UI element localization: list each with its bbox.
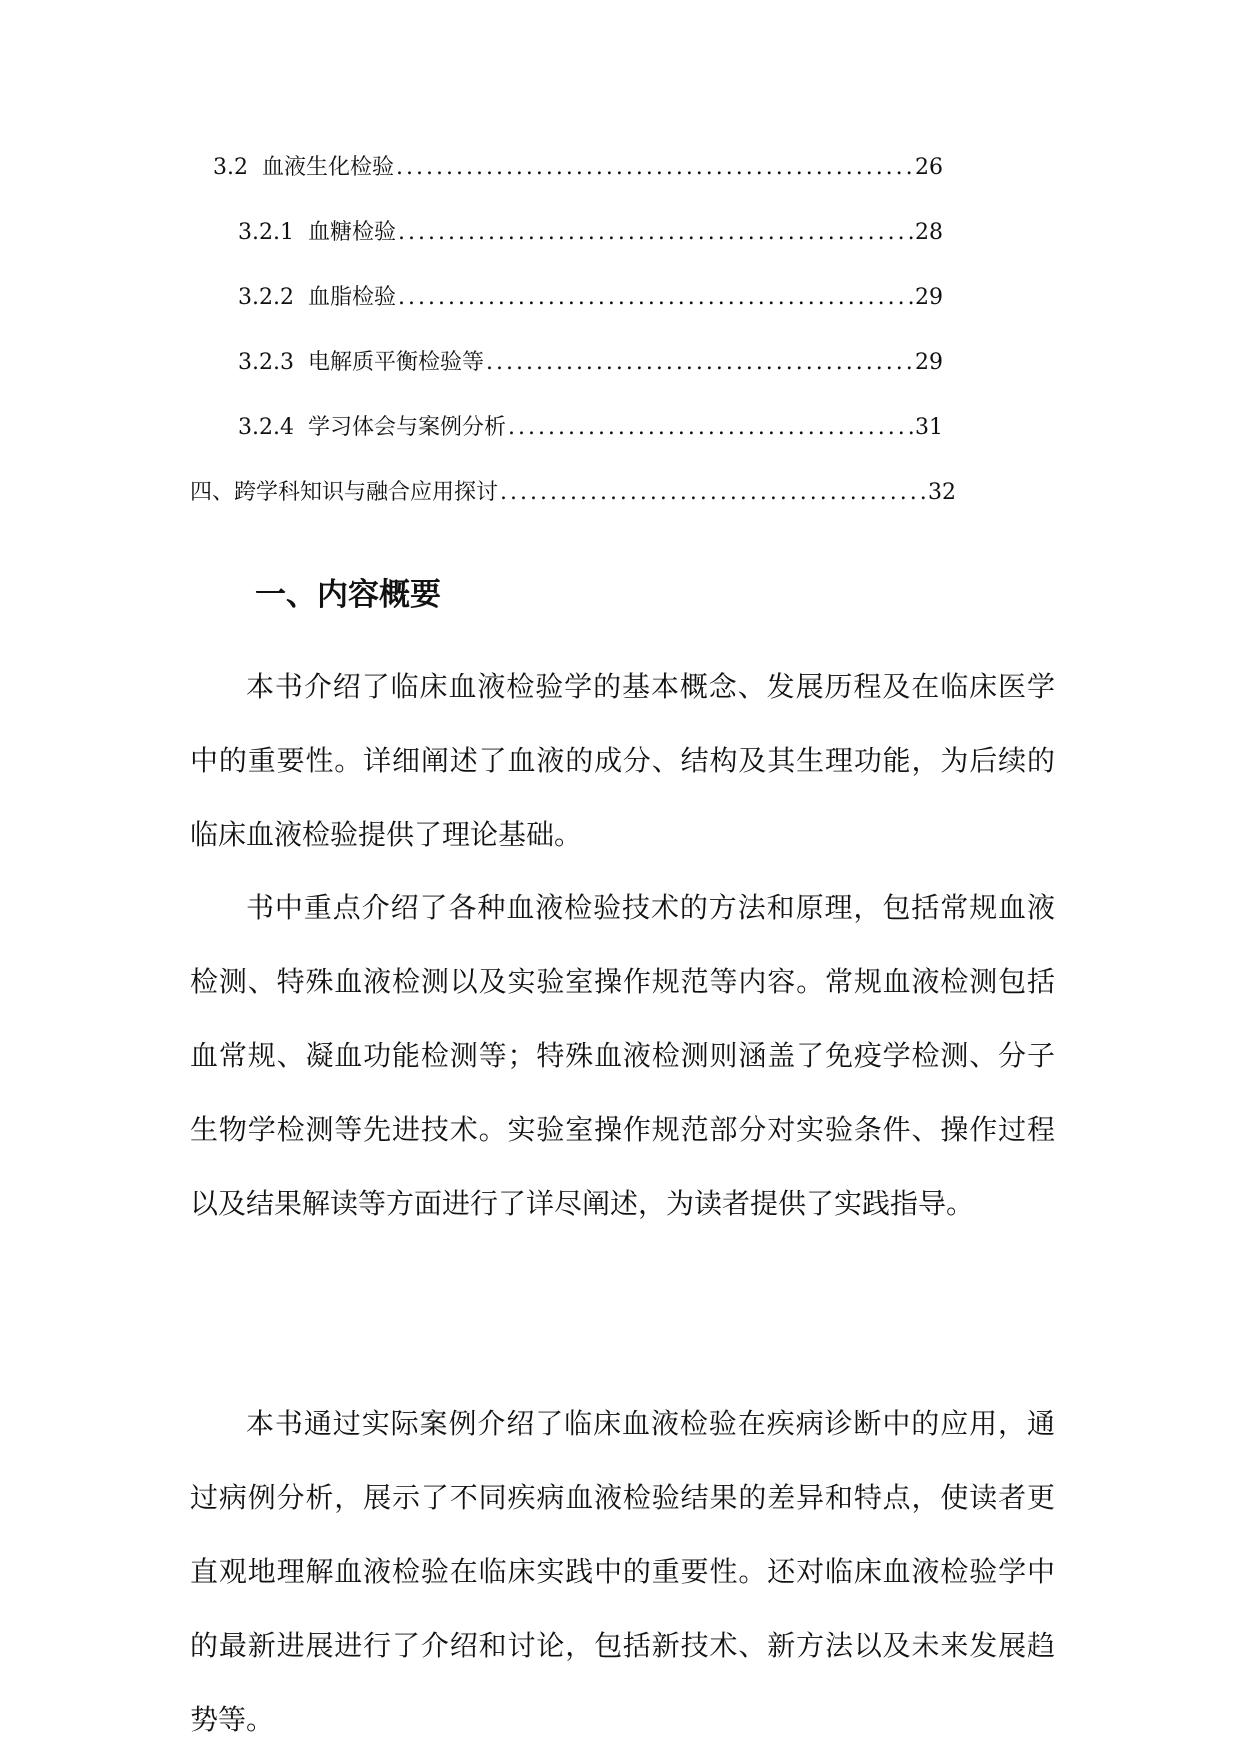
toc-entry[interactable] (238, 410, 943, 446)
toc-dot-leader (486, 345, 913, 381)
toc-dot-leader (396, 150, 913, 186)
body-paragraph: 书中重点介绍了各种血液检验技术的方法和原理，包括常规血液检测、特殊血液检测以及实验室操作规范等内容。常规血液检测包括血常规、凝血功能检测等；特殊血液检测则涵盖了免疫学检测、分子生物学检测等先进技术。实验室操作规范部分对实验条件、操作过程以及结果解读等方面进行了详尽阐述，为读者提供了实践指导。 (190, 891, 1055, 1220)
toc-entry-number: 3.2.2 (238, 285, 294, 310)
body-paragraph: 本书介绍了临床血液检验学的基本概念、发展历程及在临床医学中的重要性。详细阐述了血液的成分、结构及其生理功能，为后续的临床血液检验提供了理论基础。 (190, 670, 1055, 851)
toc-dot-leader (500, 475, 926, 511)
toc-entry-page: 29 (915, 350, 943, 375)
toc-entry[interactable] (238, 280, 943, 316)
body-paragraph: 本书通过实际案例介绍了临床血液检验在疾病诊断中的应用，通过病例分析，展示了不同疾病血液检验结果的差异和特点，使读者更直观地理解血液检验在临床实践中的重要性。还对临床血液检验学中的最新进展进行了介绍和讨论，包括新技术、新方法以及未来发展趋势等。 (190, 1407, 1055, 1736)
toc-entry-title: 血糖检验 (307, 220, 396, 245)
toc-entry-number: 3.2.3 (238, 350, 294, 375)
toc-entry-page: 29 (915, 285, 943, 310)
toc-entry[interactable] (190, 475, 956, 511)
toc-entry-page: 28 (915, 220, 943, 245)
toc-entry[interactable] (213, 150, 943, 186)
toc-dot-leader (508, 410, 913, 446)
toc-entry-title: 学习体会与案例分析 (307, 415, 506, 440)
toc-entry[interactable] (238, 345, 943, 381)
toc-entry[interactable] (238, 215, 943, 251)
toc-entry-page: 32 (928, 480, 956, 505)
toc-entry-title: 电解质平衡检验等 (307, 350, 484, 375)
toc-entry-page: 31 (915, 415, 943, 440)
toc-entry-title: 血脂检验 (307, 285, 396, 310)
toc-entry-number: 3.2.1 (238, 220, 294, 245)
toc-dot-leader (398, 280, 913, 316)
toc-entry-number: 3.2.4 (238, 415, 294, 440)
toc-entry-page: 26 (915, 155, 943, 180)
toc-dot-leader (398, 215, 913, 251)
toc-entry-number: 3.2 (213, 155, 248, 180)
toc-entry-title: 四、跨学科知识与融合应用探讨 (190, 480, 499, 505)
toc-entry-title: 血液生化检验 (262, 155, 395, 180)
section-heading: 一、内容概要 (255, 577, 441, 613)
